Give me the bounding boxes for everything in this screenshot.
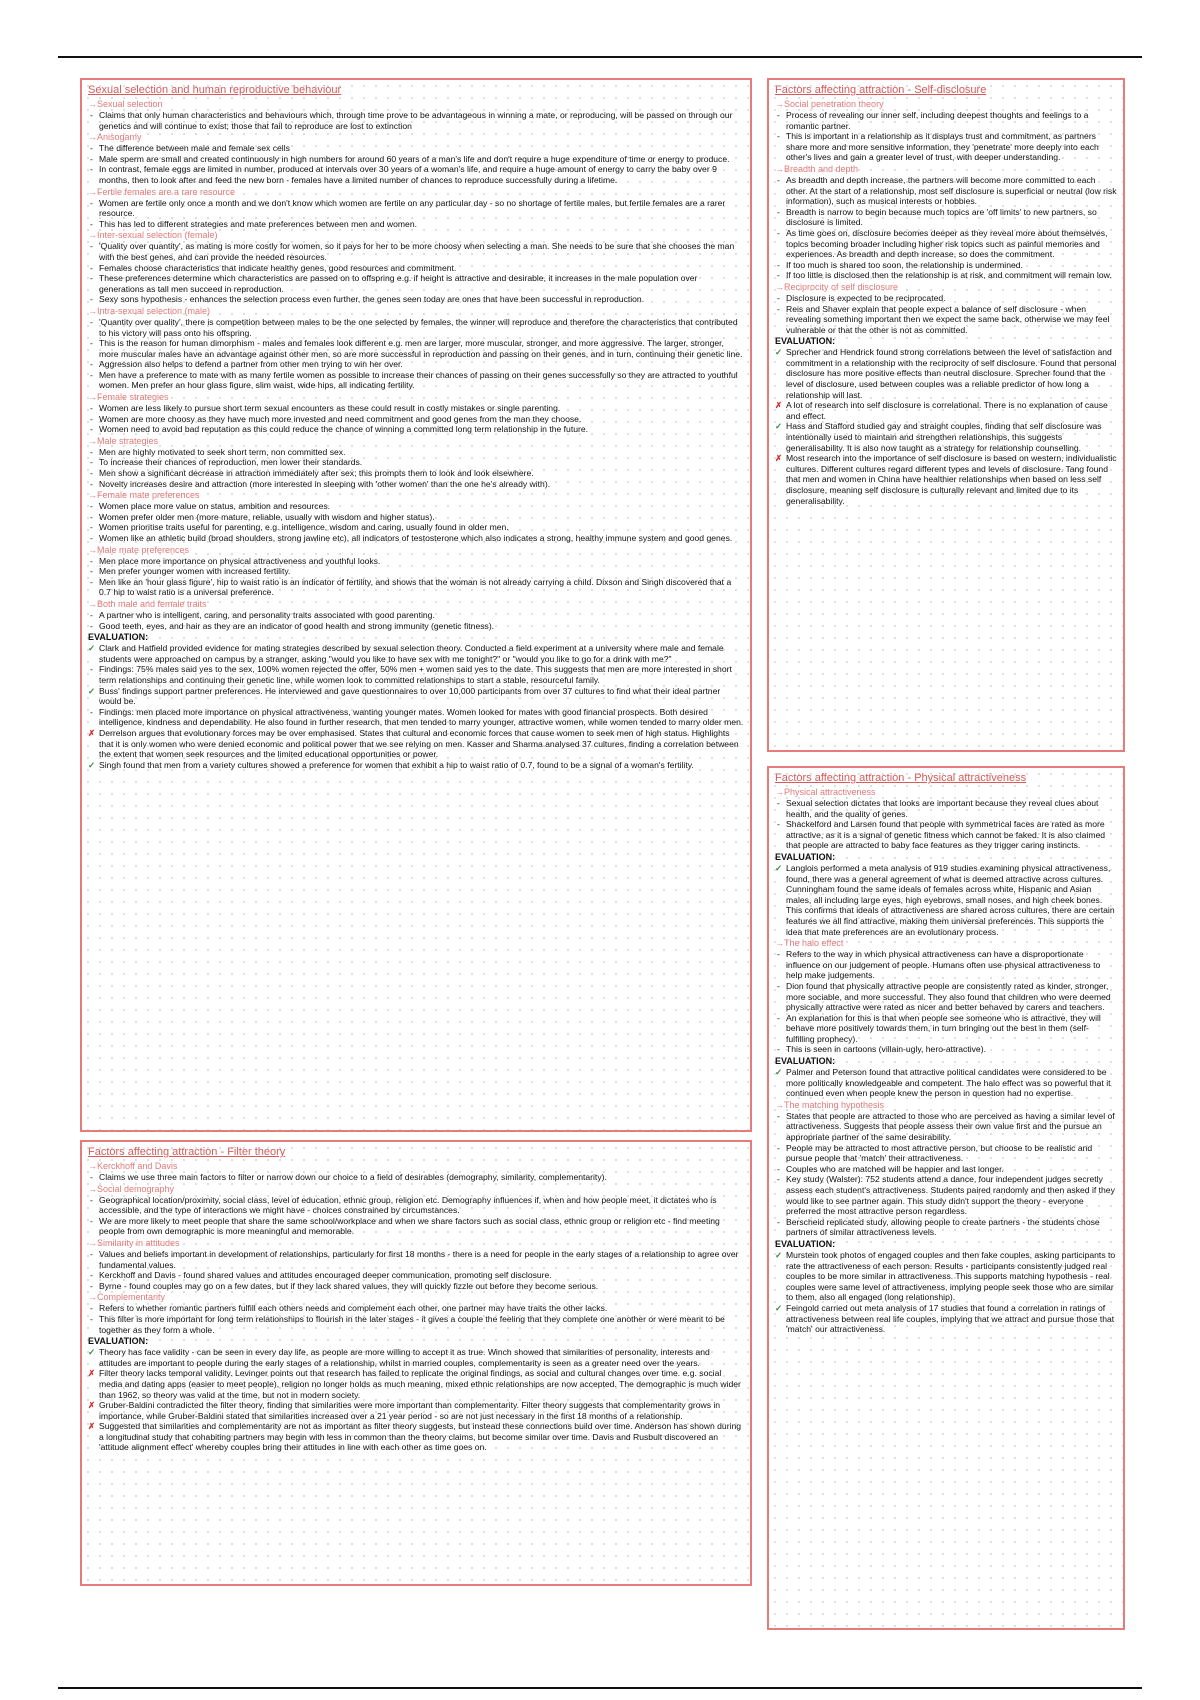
list-item: - Females choose characteristics that indicate healthy genes, good resources and commitment.: [88, 263, 744, 274]
supporting-point: ✓ Clark and Hatfield provided evidence for mating strategies described by sexual selection theory. Conducted a field experiment at a university where male and female students were approached on campus by a stranger, asking "would you like to have sex with me tonight?" or "would you like to go for a drink with me?": [88, 643, 744, 664]
section-title: Sexual selection and human reproductive behaviour: [88, 84, 342, 96]
supporting-point: ✓ Palmer and Peterson found that attractive political candidates were considered to be more politically knowledgeable and competent. The halo effect was so powerful that it continued even when people knew the person in question had no expertise.: [775, 1067, 1117, 1099]
list-item: - Men place more importance on physical attractiveness and youthful looks.: [88, 556, 744, 567]
bullet-list: [88, 1303, 744, 1335]
section-filter-theory: [80, 1140, 752, 1586]
list-item: - Novelty increases desire and attraction (more interested in sleeping with 'other women' than the one he's already with).: [88, 479, 744, 490]
bullet-list: [88, 143, 744, 185]
criticism-point: ✗ Most research into the importance of self disclosure is based on western, individualistic cultures. Different cultures regard different types and levels of disclosure. Tang found that men and women in China have healthier relationships when based on less self disclosure, meaning self disclosure is culturally relevant and limited due to its generalisability.: [775, 453, 1117, 506]
list-item: - Men show a significant decrease in attraction immediately after sex; this prompts them to look and look elsewhere.: [88, 468, 744, 479]
list-item: - Geographical location/proximity, social class, level of education, ethnic group, religion etc. Demography influences if, when and how people meet, it dictates who is accessible, and the type of interactions we might have - choices constrained by circumstances.: [88, 1195, 744, 1216]
list-item: - An explanation for this is that when people see someone who is attractive, they will behave more positively towards them, in turn bringing out the best in them (self-fulfilling prophecy).: [775, 1013, 1117, 1045]
bullet-list: [88, 110, 744, 131]
subheading: → Fertile females are a rare resource: [88, 187, 744, 198]
list-item: - As time goes on, disclosure becomes deeper as they reveal more about themselves, topics becoming broader including higher risk topics such as painful memories and experiences. As breadth and depth increase, so does the commitment.: [775, 228, 1117, 260]
list-item: - 'Quality over quantity', as mating is more costly for women, so it pays for her to be more choosy when selecting a man. She needs to be sure that she chooses the man with the best genes, and can provide the needed resources.: [88, 241, 744, 262]
bullet-list: [88, 556, 744, 598]
list-item: - Refers to the way in which physical attractiveness can have a disproportionate influence on our judgement of people. Humans often use physical attractiveness to help make judgements.: [775, 949, 1117, 981]
supporting-point: ✓ Singh found that men from a variety cultures showed a preference for women that exhibit a hip to waist ratio of 0.7, found to be a signal of a woman's fertility.: [88, 760, 744, 771]
list-item: - Women prefer older men (more mature, reliable, usually with wisdom and higher status).: [88, 512, 744, 523]
evaluation-label: EVALUATION:: [775, 1238, 836, 1249]
subheading: → Female strategies: [88, 392, 744, 403]
list-item: - Values and beliefs important in development of relationships, particularly for first 18 months - there is a need for people in the early stages of a relationship to agree over fundamental values.: [88, 1249, 744, 1270]
list-item: - Couples who are matched will be happier and last longer.: [775, 1164, 1117, 1175]
list-item: - 'Quantity over quality', there is competition between males to be the one selected by females, the winner will reproduce and therefore the characteristics that contributed to his victory will pass onto his offspring.: [88, 317, 744, 338]
list-item: - Women are fertile only once a month and we don't know which women are fertile on any particular day - so no shortage of fertile males, but fertile females are a rarer resource.: [88, 198, 744, 219]
list-item: - This has led to different strategies and mate preferences between men and women.: [88, 219, 744, 230]
list-item: - Women need to avoid bad reputation as this could reduce the chance of winning a committed long term relationship in the future.: [88, 424, 744, 435]
bullet-list: [88, 403, 744, 435]
evaluation-list: [775, 1250, 1117, 1335]
list-item: - Women like an athletic build (broad shoulders, strong jawline etc), all indicators of testosterone which also indicates a strong, healthy immune system and good genes.: [88, 533, 744, 544]
bullet-list: [775, 293, 1117, 335]
list-item: - As breadth and depth increase, the partners will become more committed to each other. At the start of a relationship, most self disclosure is superficial or neutral (low risk information), such as musical interests or hobbies.: [775, 175, 1117, 207]
supporting-point: ✓ Murstein took photos of engaged couples and then fake couples, asking participants to rate the attractiveness of each person. Results - participants consistently judged real couples to be more similar in attractiveness. This supports matching hypothesis - real couples were same level of attractiveness, implying people seek those who are similar to them, also all engaged (long relationship).: [775, 1250, 1117, 1303]
subheading: → Kerckhoff and Davis: [88, 1161, 744, 1172]
bullet-list: [88, 317, 744, 391]
evaluation-label: EVALUATION:: [88, 632, 149, 643]
list-item: - To increase their chances of reproduction, men lower their standards.: [88, 457, 744, 468]
list-item: - If too little is disclosed then the relationship is at risk, and commitment will remain low.: [775, 270, 1117, 281]
list-item: - Women are more choosy as they have much more invested and need commitment and good genes from the man they choose.: [88, 414, 744, 425]
list-item: - Dion found that physically attractive people are consistently rated as kinder, stronger, more sociable, and more successful. They also found that children who were deemed physically attractive were rated as nicer and better behaved by carers and teachers.: [775, 981, 1117, 1013]
subheading: → The halo effect: [775, 938, 1117, 949]
subheading: → Social demography: [88, 1184, 744, 1195]
list-item: - Claims we use three main factors to filter or narrow down our choice to a field of desirables (demography, similarity, complementarity).: [88, 1172, 744, 1183]
criticism-point: ✗ Derrelson argues that evolutionary forces may be over emphasised. States that cultural and economic forces that cause women to seek men of high status. Highlights that it is only women who were denied economic and political power that we see relying on men. Kasser and Sharma analysed 37 cultures, finding a correlation between the extent that women seek resources and the limited educational opportunities or power.: [88, 728, 744, 760]
list-item: - Disclosure is expected to be reciprocated.: [775, 293, 1117, 304]
subheading: → Breadth and depth: [775, 164, 1117, 175]
bullet-list: [775, 175, 1117, 281]
subheading: → Physical attractiveness: [775, 787, 1117, 798]
list-item: - Women prioritise traits useful for parenting, e.g. intelligence, wisdom and caring, usually found in older men.: [88, 522, 744, 533]
bullet-list: [88, 447, 744, 489]
subheading: → Complementarity: [88, 1292, 744, 1303]
bullet-list: [88, 1172, 744, 1183]
list-item: - Sexual selection dictates that looks are important because they reveal clues about health, and the quality of genes.: [775, 798, 1117, 819]
list-item: - Refers to whether romantic partners fulfill each others needs and complement each other, one partner may have traits the other lacks.: [88, 1303, 744, 1314]
evaluation-label: EVALUATION:: [88, 1336, 149, 1347]
bullet-list: [775, 949, 1117, 1055]
section-sexual-selection: [80, 78, 752, 1132]
subheading: → Social penetration theory: [775, 99, 1117, 110]
bullet-list: [88, 1195, 744, 1237]
supporting-point: ✓ Buss' findings support partner preferences. He interviewed and gave questionnaires to over 10,000 participants from over 37 cultures to find what their ideal partner would be.: [88, 686, 744, 707]
subheading: → Reciprocity of self disclosure: [775, 282, 1117, 293]
subheading: → The matching hypothesis: [775, 1100, 1117, 1111]
criticism-point: ✗ Gruber-Baldini contradicted the filter theory, finding that similarities were more important than complementarity. Filter theory suggests that complementarity grows in importance, while Gruber-Baldini stated that similarities increased over a 21 year period - so are not just necessary in the first 18 months of a relationship.: [88, 1400, 744, 1421]
list-item: - Reis and Shaver explain that people expect a balance of self disclosure - when revealing something important then we expect the same back, otherwise we may feel vulnerable or that the other is not as committed.: [775, 304, 1117, 336]
list-item: - Aggression also helps to defend a partner from other men trying to win her over.: [88, 359, 744, 370]
section-title: Factors affecting attraction - Filter theory: [88, 1146, 286, 1158]
list-item: - The difference between male and female sex cells: [88, 143, 744, 154]
bullet-list: [775, 110, 1117, 163]
evaluation-list: [775, 1067, 1117, 1099]
list-item: - Male sperm are small and created continuously in high numbers for around 60 years of a man's life and don't require a huge expenditure of time or energy to produce.: [88, 154, 744, 165]
criticism-point: ✗ Filter theory lacks temporal validity. Levinger points out that research has failed to replicate the original findings, as social and cultural changes over time. e.g. social media and dating apps (easier to meet people), religion no longer holds as much meaning, mixed ethnic relationships are now accepted. The demographic is much wider than 1962, so theory was valid at the time, but not in modern society.: [88, 1368, 744, 1400]
list-item: - Berscheid replicated study, allowing people to create partners - the students chose partners of similar attractiveness levels.: [775, 1217, 1117, 1238]
evaluation-list: [88, 643, 744, 770]
list-item: - In contrast, female eggs are limited in number, produced at intervals over 30 years of a woman's life, and require a huge amount of energy to carry the baby over 9 months, then to look after and feed the new born - females have a limited number of chances to reproduce successfully during a lifetime.: [88, 164, 744, 185]
bullet-list: [775, 798, 1117, 851]
list-item: - Sexy sons hypothesis - enhances the selection process even further, the genes seen today are ones that have been successful in reproduction.: [88, 294, 744, 305]
evaluation-list: [88, 1347, 744, 1453]
evaluation-label: EVALUATION:: [775, 1056, 836, 1067]
list-item: - This filter is more important for long term relationships to flourish in the later stages - it gives a couple the feeling that they complete one another or were meant to be together as they form a whole.: [88, 1314, 744, 1335]
list-item: - Men prefer younger women with increased fertility.: [88, 566, 744, 577]
bullet-list: [88, 501, 744, 543]
list-item: - If too much is shared too soon, the relationship is undermined.: [775, 260, 1117, 271]
subheading: → Sexual selection: [88, 99, 744, 110]
list-item: - A partner who is intelligent, caring, and personality traits associated with good parenting.: [88, 610, 744, 621]
list-item: - Women are less likely to pursue short term sexual encounters as these could result in costly mistakes or single parenting.: [88, 403, 744, 414]
criticism-point: ✗ A lot of research into self disclosure is correlational. There is no explanation of cause and effect.: [775, 400, 1117, 421]
section-title: Factors affecting attraction - Self-disclosure: [775, 84, 987, 96]
list-item: - Findings: men placed more importance on physical attractiveness, wanting younger mates. Women looked for mates with good financial prospects. Both desired intelligence, kindness and dependability. He also found in further research, that men tended to marry younger, attractive women, while women tended to marry older men.: [88, 707, 744, 728]
bullet-list: [88, 1249, 744, 1291]
list-item: - Claims that only human characteristics and behaviours which, through time prove to be advantageous in winning a mate, or reproducing, will be passed on through our genetics and will continue to exist; those that fail to reproduce are lost to extinction: [88, 110, 744, 131]
list-item: - Kerckhoff and Davis - found shared values and attitudes encouraged deeper communication, promoting self disclosure.: [88, 1270, 744, 1281]
subheading: → Intra-sexual selection (male): [88, 306, 744, 317]
supporting-point: ✓ Sprecher and Hendrick found strong correlations between the level of satisfaction and commitment in a relationship with the reciprocity of self disclosure. Found that personal disclosure has more positive effects than neutral disclosure. Sprecher found that the level of disclosure, used between couples was a reliable predictor of how long a relationship will last.: [775, 347, 1117, 400]
list-item: - States that people are attracted to those who are perceived as having a similar level of attractiveness. Suggests that people assess their own value first and the pursue an appropriate partner of the same desirability.: [775, 1111, 1117, 1143]
subheading: → Male strategies: [88, 436, 744, 447]
supporting-point: ✓ Theory has face validity - can be seen in every day life, as people are more willing to accept it as true. Winch showed that similarities of personality, interests and attitudes are important to people during the early stages of a relationship, whilst in married couples, complementarity is seen as a greater need over the years.: [88, 1347, 744, 1368]
list-item: - These preferences determine which characteristics are passed on to offspring e.g. if height is attractive and desirable, it increases in the male population over generations as tall men succeed in reproduction.: [88, 273, 744, 294]
list-item: - We are more likely to meet people that share the same school/workplace and when we share factors such as social class, ethnic group or religion etc - find meeting people from own demographic is more meaningful and memorable.: [88, 1216, 744, 1237]
list-item: - This is important in a relationship as it displays trust and commitment, as partners share more and more sensitive information, they 'penetrate' more deeply into each other's lives and gain a greater level of trust, with deeper understanding.: [775, 131, 1117, 163]
supporting-point: ✓ Langlois performed a meta analysis of 919 studies examining physical attractiveness, found, there was a general agreement of what is deemed attractive across cultures. Cunningham found the same ideals of females across white, Hispanic and Asian males, all including large eyes, high eyebrows, small noses, and high cheek bones. This confirms that ideals of attractiveness are shared across cultures, there are certain features we all find attractive, making them universal preferences. This supports the idea that mate preferences are an evolutionary process.: [775, 863, 1117, 937]
list-item: - Women place more value on status, ambition and resources.: [88, 501, 744, 512]
subheading: → Inter-sexual selection (female): [88, 230, 744, 241]
criticism-point: ✗ Suggested that similarities and complementarity are not as important as filter theory suggests, but instead these connections build over time. Anderson has shown during a longitudinal study that cohabiting partners may begin with less in common than the theory claims, but become similar over time. Davis and Rusbult discovered an 'attitude alignment effect' whereby couples bring their attitudes in line with each other as time goes on.: [88, 1421, 744, 1453]
list-item: - Findings: 75% males said yes to the sex, 100% women rejected the offer, 50% men + women said yes to the date. This suggests that men are more interested in short term relationships and continuing their genetic line, while women look to committed relationships to start a stable, resourceful family.: [88, 664, 744, 685]
list-item: - This is seen in cartoons (villain-ugly, hero-attractive).: [775, 1044, 1117, 1055]
subheading: → Similarity in attitudes: [88, 1238, 744, 1249]
list-item: - Byrne - found couples may go on a few dates, but if they lack shared values, they will quickly fizzle out before they become serious.: [88, 1281, 744, 1292]
list-item: - Men have a preference to mate with as many fertile women as possible to increase their chances of passing on their genes successfully so they are attracted to youthful women. Men prefer an hour glass figure, slim waist, wide hips, all indicating fertility.: [88, 370, 744, 391]
evaluation-list: [775, 347, 1117, 506]
evaluation-label: EVALUATION:: [775, 336, 836, 347]
list-item: - Shackelford and Larsen found that people with symmetrical faces are rated as more attractive, as it is a signal of genetic fitness which cannot be faked. It is also claimed that people are attracted to baby face features as they trigger caring instincts.: [775, 819, 1117, 851]
list-item: - Process of revealing our inner self, including deepest thoughts and feelings to a romantic partner.: [775, 110, 1117, 131]
list-item: - Good teeth, eyes, and hair as they are an indicator of good health and strong immunity (genetic fitness).: [88, 621, 744, 632]
list-item: - Key study (Walster): 752 students attend a dance, four independent judges secretly assess each student's attractiveness. Students paired randomly and then asked if they would like to see partner again. This study didn't support the theory - everyone preferred the most attractive person regardless.: [775, 1174, 1117, 1216]
subheading: → Anisogamy: [88, 132, 744, 143]
subheading: → Male mate preferences: [88, 545, 744, 556]
section-title: Factors affecting attraction - Physical attractiveness: [775, 772, 1027, 784]
subheading: → Female mate preferences: [88, 490, 744, 501]
list-item: - Men like an 'hour glass figure', hip to waist ratio is an indicator of fertility, and shows that the woman is not already carrying a child. Dixson and Singh discovered that a 0.7 hip to waist ratio is a universal preference.: [88, 577, 744, 598]
list-item: - Breadth is narrow to begin because much topics are 'off limits' to new partners, so disclosure is limited.: [775, 207, 1117, 228]
section-physical-attractiveness: [767, 766, 1125, 1630]
subheading: → Both male and female traits: [88, 599, 744, 610]
bullet-list: [775, 1111, 1117, 1238]
evaluation-list: [775, 863, 1117, 937]
top-rule: [58, 56, 1142, 58]
evaluation-label: EVALUATION:: [775, 851, 836, 862]
bullet-list: [88, 610, 744, 631]
bottom-rule: [58, 1687, 1142, 1689]
supporting-point: ✓ Hass and Stafford studied gay and straight couples, finding that self disclosure was intentionally used to maintain and strengthen relationships, this suggests generalisability. It is also now taught as a strategy for relationship counselling.: [775, 421, 1117, 453]
list-item: - Men are highly motivated to seek short term, non committed sex.: [88, 447, 744, 458]
list-item: - People may be attracted to most attractive person, but choose to be realistic and pursue people that 'match' their attractiveness.: [775, 1143, 1117, 1164]
section-self-disclosure: [767, 78, 1125, 752]
bullet-list: [88, 241, 744, 305]
bullet-list: [88, 198, 744, 230]
list-item: - This is the reason for human dimorphism - males and females look different e.g. men are larger, more muscular, stronger, and more aggressive. The larger, stronger, more muscular males have an advantage against other men, so are more successful in reproduction and passing on their genes, and in turn, continuing their genetic line.: [88, 338, 744, 359]
supporting-point: ✓ Feingold carried out meta analysis of 17 studies that found a correlation in ratings of attractiveness between real life couples, implying that we attract and pursue those that 'match' our attractiveness.: [775, 1303, 1117, 1335]
